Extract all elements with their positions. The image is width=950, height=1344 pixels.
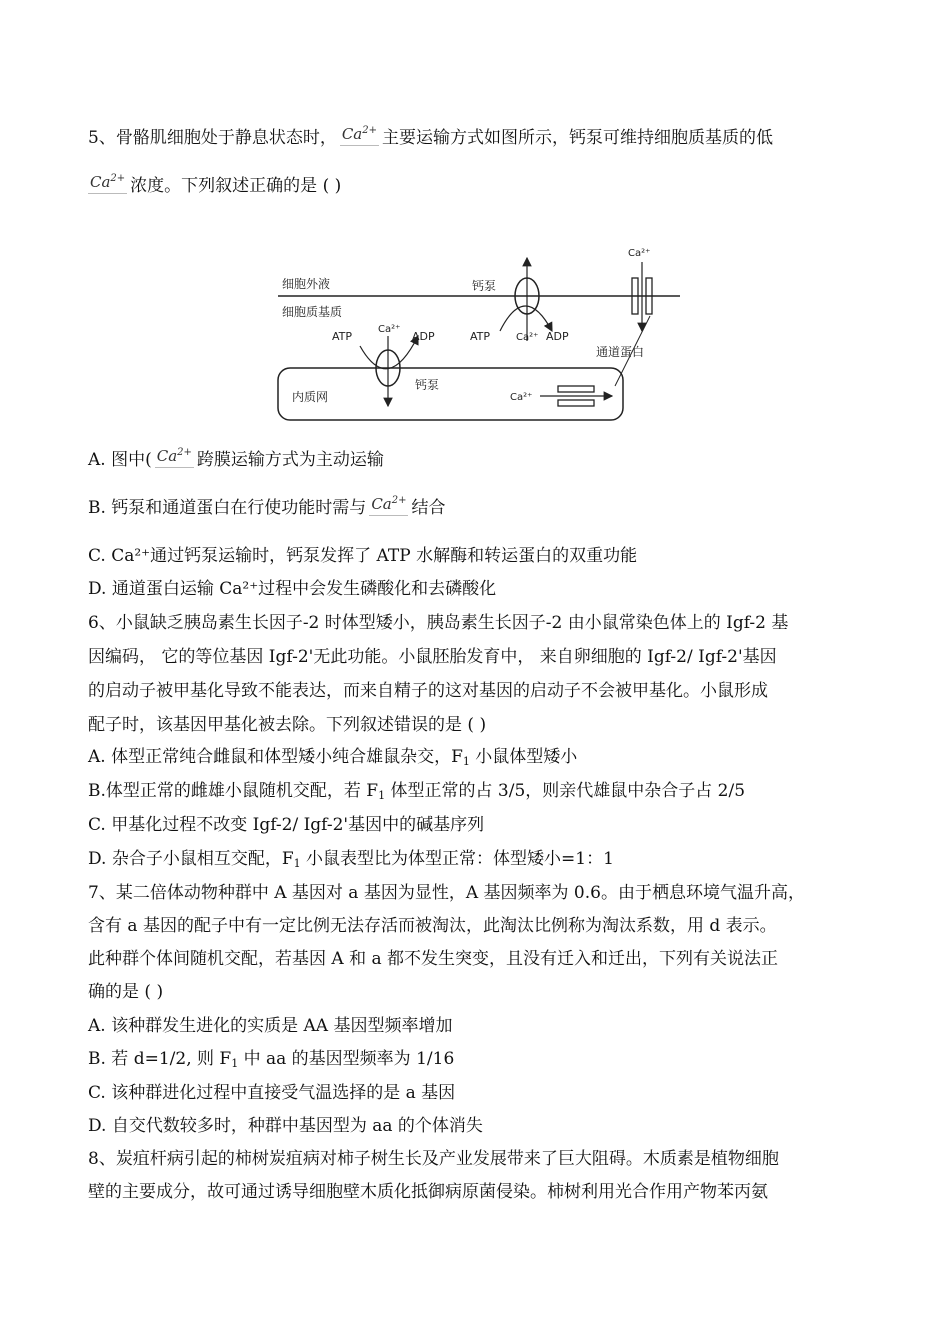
q6-stem-line1: 6、小鼠缺乏胰岛素生长因子-2 时体型矮小，胰岛素生长因子-2 由小鼠常染色体上的 Igf-2 基 <box>88 613 789 633</box>
er-label: 内质网 <box>292 390 329 404</box>
q5-option-c: C. Ca²⁺通过钙泵运输时，钙泵发挥了 ATP 水解酶和转运蛋白的双重功能 <box>88 546 638 566</box>
q5-text: 5、骨骼肌细胞处于静息状态时， <box>88 128 337 148</box>
er-channel-bottom <box>558 400 594 406</box>
q5-option-a: A. 图中( $Ca^{2+}$ 跨膜运输方式为主动运输 <box>88 446 384 472</box>
ca-ion-image: $Ca^{2+}$ <box>340 120 379 146</box>
atp-label: ATP <box>470 330 491 343</box>
q7-stem-line4: 确的是 ( ) <box>88 982 164 1002</box>
cytoplasm-label: 细胞质基质 <box>282 305 343 319</box>
ca-ion-image: $Ca^{2+}$ <box>369 490 408 516</box>
q6-stem-line4: 配子时，该基因甲基化被去除。下列叙述错误的是 ( ) <box>88 715 487 735</box>
q6-stem-line2: 因编码， 它的等位基因 Igf-2'无此功能。小鼠胚胎发育中， 来自卵细胞的 Igf-2/ Igf-2'基因 <box>88 647 777 667</box>
adp-label: ADP <box>412 330 435 343</box>
q5-text: 主要运输方式如图所示，钙泵可维持细胞质基质的低 <box>382 128 773 148</box>
q7-option-a: A. 该种群发生进化的实质是 AA 基因型频率增加 <box>88 1016 453 1036</box>
ca-ion-image: $Ca^{2+}$ <box>155 442 194 468</box>
q7-option-c: C. 该种群进化过程中直接受气温选择的是 a 基因 <box>88 1083 456 1103</box>
er-pump-label: 钙泵 <box>415 378 440 392</box>
q7-stem-line3: 此种群个体间随机交配，若基因 A 和 a 都不发生突变，且没有迁入和迁出，下列有关说法正 <box>88 949 779 969</box>
q5-stem-line1 <box>88 124 773 150</box>
atp-label: ATP <box>332 330 353 343</box>
ca-ion-image: $Ca^{2+}$ <box>88 168 127 194</box>
q7-stem-line2: 含有 a 基因的配子中有一定比例无法存活而被淘汰，此淘汰比例称为淘汰系数，用 d 表示。 <box>88 916 777 936</box>
q5-option-d: D. 通道蛋白运输 Ca²⁺过程中会发生磷酸化和去磷酸化 <box>88 579 497 599</box>
q5-text: 浓度。下列叙述正确的是 ( ) <box>130 176 342 196</box>
channel-label: 通道蛋白 <box>596 345 645 359</box>
q6-stem-line3: 的启动子被甲基化导致不能表达，而来自精子的这对基因的启动子不会被甲基化。小鼠形成 <box>88 681 768 701</box>
ca-label: Ca²⁺ <box>628 248 651 259</box>
pump-label: 钙泵 <box>472 279 497 293</box>
calcium-transport-diagram <box>260 236 690 426</box>
ca-label: Ca²⁺ <box>516 332 539 343</box>
q6-option-c: C. 甲基化过程不改变 Igf-2/ Igf-2'基因中的碱基序列 <box>88 815 485 835</box>
adp-label: ADP <box>546 330 569 343</box>
er-outline <box>278 368 623 420</box>
atp-adp-arrow <box>500 306 552 331</box>
er-channel-top <box>558 386 594 392</box>
q6-option-d: D. 杂合子小鼠相互交配，$F_1$ 小鼠表型比为体型正常：体型矮小=1：1 <box>88 849 614 870</box>
q7-option-d: D. 自交代数较多时，种群中基因型为 aa 的个体消失 <box>88 1116 483 1136</box>
ca-label: Ca²⁺ <box>510 392 533 403</box>
q8-stem-line2: 壁的主要成分，故可通过诱导细胞壁木质化抵御病原菌侵染。柿树利用光合作用产物苯丙氨 <box>88 1182 768 1202</box>
er-atp-adp-arrow <box>360 336 418 369</box>
q5-stem-line2 <box>88 172 341 198</box>
ca-label: Ca²⁺ <box>378 324 401 335</box>
q7-option-b: B. 若 d=1/2, 则 $F_1$ 中 aa 的基因型频率为 1/16 <box>88 1049 455 1070</box>
q6-option-b: B.体型正常的雌雄小鼠随机交配，若 $F_1$ 体型正常的占 3/5，则亲代雄鼠中杂合子占 2/5 <box>88 781 746 802</box>
extracellular-label: 细胞外液 <box>282 277 331 291</box>
q5-option-b: B. 钙泵和通道蛋白在行使功能时需与 $Ca^{2+}$ 结合 <box>88 494 445 520</box>
q8-stem-line1: 8、炭疽杆病引起的柿树炭疽病对柿子树生长及产业发展带来了巨大阻碍。木质素是植物细胞 <box>88 1149 779 1169</box>
q7-stem-line1: 7、某二倍体动物种群中 A 基因对 a 基因为显性，A 基因频率为 0.6。由于栖息环境气温升高， <box>88 883 805 903</box>
q6-option-a: A. 体型正常纯合雌鼠和体型矮小纯合雄鼠杂交，$F_1$ 小鼠体型矮小 <box>88 747 578 768</box>
